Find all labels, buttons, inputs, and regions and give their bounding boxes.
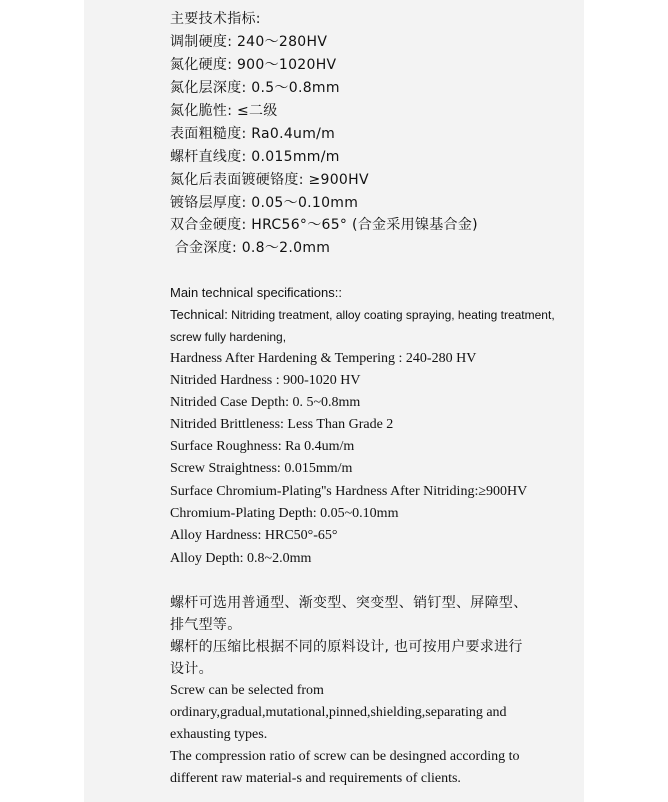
en-types-line: Screw can be selected from [170, 683, 324, 698]
en-technical-text-2: screw fully hardening, [170, 330, 287, 344]
cn-spec-line: 调制硬度: 240～280HV [170, 34, 328, 50]
cn-types-line: 排气型等。 [170, 617, 242, 633]
en-spec-line: Alloy Depth: 0.8~2.0mm [170, 551, 312, 566]
cn-spec-line: 合金深度: 0.8～2.0mm [170, 240, 331, 256]
en-spec-line: Alloy Hardness: HRC50°-65° [170, 528, 338, 543]
en-spec-line: Chromium-Plating Depth: 0.05~0.10mm [170, 506, 399, 521]
en-types-line: different raw material-s and requirements of clients. [170, 771, 461, 786]
cn-types-line: 设计。 [170, 661, 213, 677]
cn-spec-line: 氮化层深度: 0.5～0.8mm [170, 80, 340, 96]
en-specs-title: Main technical specifications:: [170, 285, 342, 300]
cn-specs-title: 主要技术指标: [170, 11, 261, 27]
cn-types-line: 螺杆可选用普通型、渐变型、突变型、销钉型、屏障型、 [170, 595, 528, 611]
en-spec-line: Screw Straightness: 0.015mm/m [170, 461, 353, 476]
en-types-line: The compression ratio of screw can be desingned according to [170, 749, 520, 764]
cn-spec-line: 氮化硬度: 900～1020HV [170, 57, 337, 73]
cn-spec-line: 螺杆直线度: 0.015mm/m [170, 149, 340, 165]
en-types-line: ordinary,gradual,mutational,pinned,shielding,separating and [170, 705, 507, 720]
cn-spec-line: 双合金硬度: HRC56°～65° (合金采用镍基合金) [170, 217, 478, 233]
en-spec-line: Surface Chromium-Plating''s Hardness After Nitriding:≥900HV [170, 484, 528, 499]
en-spec-line: Nitrided Hardness : 900-1020 HV [170, 373, 361, 388]
cn-spec-line: 表面粗糙度: Ra0.4um/m [170, 126, 336, 142]
cn-spec-line: 镀铬层厚度: 0.05～0.10mm [170, 195, 359, 211]
cn-spec-line: 氮化后表面镀硬铬度: ≥900HV [170, 172, 369, 188]
en-spec-line: Nitrided Brittleness: Less Than Grade 2 [170, 417, 394, 432]
cn-spec-line: 氮化脆性: ≤二级 [170, 103, 278, 119]
en-types-line: exhausting types. [170, 727, 268, 742]
en-spec-line: Nitrided Case Depth: 0. 5~0.8mm [170, 395, 361, 410]
en-technical-label: Technical: [170, 307, 228, 322]
en-technical-line [170, 304, 555, 326]
cn-types-line: 螺杆的压缩比根据不同的原料设计, 也可按用户要求进行 [170, 639, 523, 655]
en-technical-text: Nitriding treatment, alloy coating spraying, heating treatment, [227, 308, 555, 322]
en-spec-line: Surface Roughness: Ra 0.4um/m [170, 439, 355, 454]
en-spec-line: Hardness After Hardening & Tempering : 240-280 HV [170, 351, 477, 366]
